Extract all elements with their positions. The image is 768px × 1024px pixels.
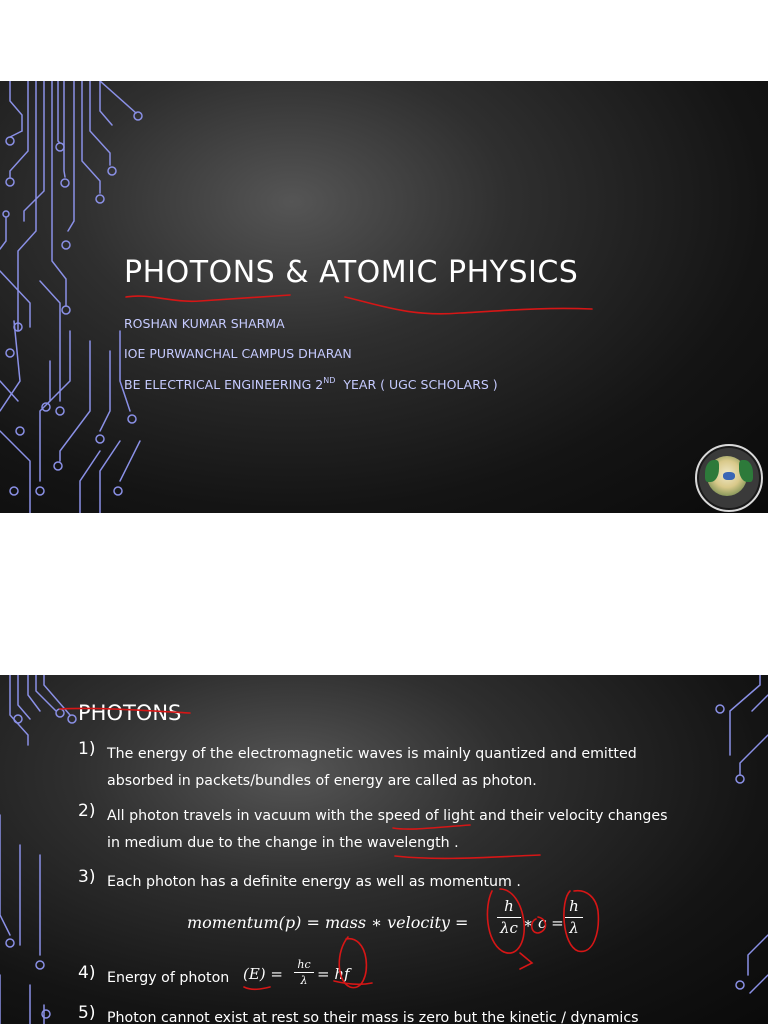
program-ordinal: ND — [323, 376, 336, 385]
momentum-fraction-1: h λc — [497, 899, 521, 936]
item-text: Energy of photon — [107, 970, 230, 986]
author-name: ROSHAN KUMAR SHARMA — [124, 316, 285, 331]
item-number: 4) — [78, 963, 96, 983]
program-suffix: YEAR ( UGC SCHOLARS ) — [343, 377, 498, 392]
momentum-equation-lhs: momentum(p) = mass ∗ velocity = — [187, 913, 469, 932]
energy-fraction: hc λ — [294, 959, 314, 986]
item-text: Photon cannot exist at rest so their mass is zero but the kinetic / dynamics — [107, 1010, 639, 1024]
item-text: All photon travels in vacuum with the speed of light and their velocity changes in medium due to the change in the wavelength . — [107, 808, 668, 851]
list-item — [78, 803, 678, 857]
energy-equation-lhs: (E) = — [243, 965, 283, 983]
item-number: 1) — [78, 739, 96, 759]
list-item — [78, 741, 678, 795]
program-prefix: BE ELECTRICAL ENGINEERING 2 — [124, 377, 324, 392]
photons-slide — [0, 675, 768, 1024]
circuit-decoration — [0, 81, 160, 513]
energy-equation-rhs: = hf — [317, 965, 350, 983]
item-number: 2) — [78, 801, 96, 821]
item-number: 3) — [78, 867, 96, 887]
program-line — [124, 377, 498, 392]
university-logo — [695, 444, 763, 512]
list-item — [78, 1005, 678, 1024]
momentum-times-c: ∗ c = — [523, 914, 564, 932]
slide-title: PHOTONS & ATOMIC PHYSICS — [124, 255, 579, 290]
institution-name: IOE PURWANCHAL CAMPUS DHARAN — [124, 346, 352, 361]
list-item — [78, 869, 678, 896]
item-number: 5) — [78, 1003, 96, 1023]
title-slide — [0, 81, 768, 513]
slide-title: PHOTONS — [78, 701, 182, 725]
item-text: The energy of the electromagnetic waves is mainly quantized and emitted absorbed in packets/bundles of energy are called as photon. — [107, 746, 637, 789]
item-text: Each photon has a definite energy as well as momentum . — [107, 874, 521, 890]
momentum-fraction-2: h λ — [565, 899, 583, 936]
list-item — [78, 965, 678, 992]
